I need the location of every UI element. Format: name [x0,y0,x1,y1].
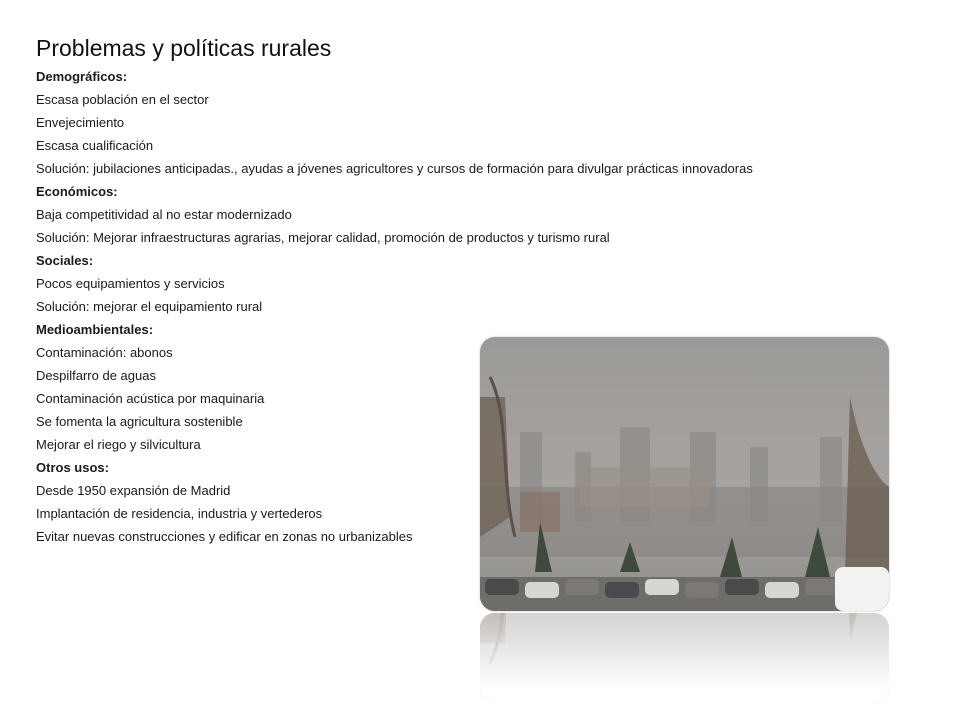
body-line: Solución: mejorar el equipamiento rural [36,299,263,314]
photo-reflection [480,613,889,703]
body-line: Solución: Mejorar infraestructuras agrarias, mejorar calidad, promoción de productos y turismo rural [36,230,610,245]
section-heading: Económicos: [36,184,118,199]
body-line: Contaminación acústica por maquinaria [36,391,265,406]
photo-frame [480,337,889,611]
body-line: Escasa población en el sector [36,92,209,107]
section-heading: Otros usos: [36,460,109,475]
smog-city-photo [480,337,889,611]
body-line: Contaminación: abonos [36,345,173,360]
section-heading: Demográficos: [36,69,128,84]
body-line: Se fomenta la agricultura sostenible [36,414,243,429]
body-line: Pocos equipamientos y servicios [36,276,225,291]
body-line: Implantación de residencia, industria y vertederos [36,506,323,521]
body-line: Solución: jubilaciones anticipadas., ayudas a jóvenes agricultores y cursos de formación para divulgar prácticas innovadoras [36,161,753,176]
section-heading: Sociales: [36,253,94,268]
body-line: Mejorar el riego y silvicultura [36,437,201,452]
slide-title: Problemas y políticas rurales [36,35,332,61]
body-line: Desde 1950 expansión de Madrid [36,483,231,498]
body-line: Escasa cualificación [36,138,154,153]
body-line: Envejecimiento [36,115,125,130]
body-line: Baja competitividad al no estar modernizado [36,207,292,222]
section-heading: Medioambientales: [36,322,154,337]
body-line: Evitar nuevas construcciones y edificar en zonas no urbanizables [36,529,413,544]
body-line: Despilfarro de aguas [36,368,156,383]
